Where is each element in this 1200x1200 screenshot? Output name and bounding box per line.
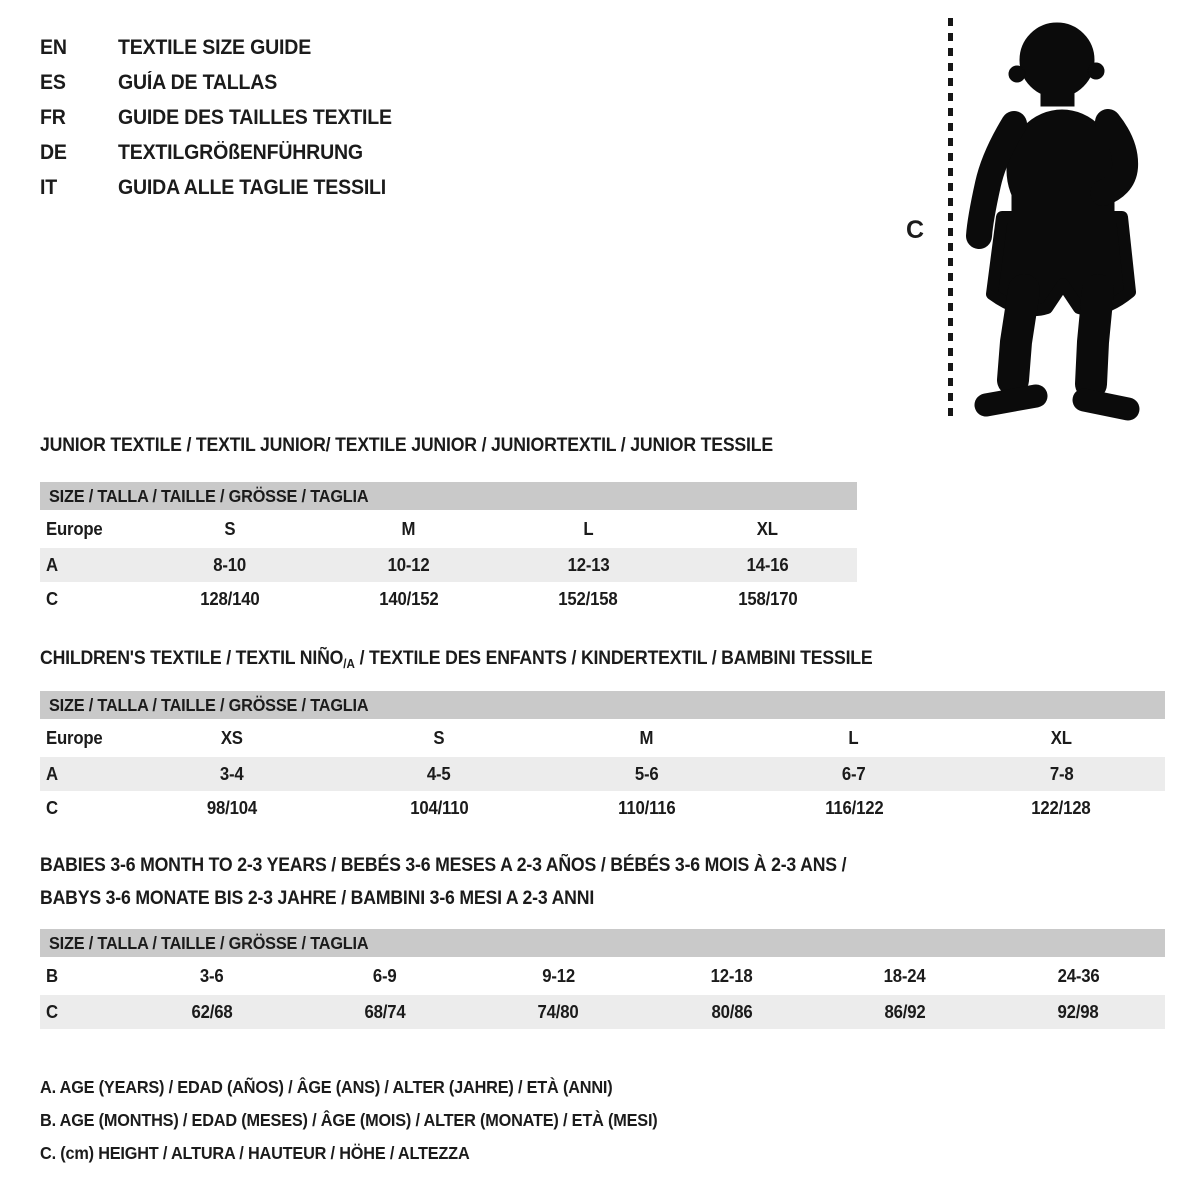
cell-text: 152/158	[558, 588, 618, 609]
cell-text: 128/140	[200, 588, 260, 609]
language-title-list	[40, 30, 412, 205]
table-cell	[750, 757, 957, 791]
lang-code	[40, 176, 118, 200]
cell-text: 7-8	[1049, 763, 1074, 784]
cell-text: 86/92	[884, 1001, 926, 1022]
row-label-text: Europe	[46, 727, 103, 748]
cell-text: 3-4	[219, 763, 244, 784]
cell-text: 104/110	[409, 797, 469, 818]
table-cell	[499, 510, 678, 548]
cell-text: 9-12	[541, 965, 575, 986]
table-cell	[140, 510, 319, 548]
junior-section-title-text: JUNIOR TEXTILE / TEXTIL JUNIOR/ TEXTILE JUNIOR / JUNIORTEXTIL / JUNIOR TESSILE	[40, 435, 773, 456]
legend-line-age-months	[40, 1110, 704, 1131]
table-cell	[958, 719, 1165, 757]
size-header-band	[40, 929, 1165, 957]
babies-section-title-line2-text: BABYS 3-6 MONATE BIS 2-3 JAHRE / BAMBINI 3-6 MESI A 2-3 ANNI	[40, 888, 595, 909]
table-cell	[543, 757, 750, 791]
junior-size-table	[40, 482, 857, 616]
row-label	[40, 791, 128, 825]
table-cell	[140, 582, 319, 616]
cell-text: 8-10	[213, 554, 247, 575]
table-cell	[958, 757, 1165, 791]
table-row	[40, 791, 1165, 825]
cell-text: 74/80	[537, 1001, 579, 1022]
cell-text: 158/170	[737, 588, 797, 609]
children-title-prefix: CHILDREN'S TEXTILE / TEXTIL NIÑO	[40, 648, 344, 669]
table-cell	[958, 791, 1165, 825]
guide-title-it: GUIDA ALLE TAGLIE TESSILI	[118, 175, 387, 199]
lang-code-text: ES	[40, 70, 66, 94]
table-row	[40, 548, 857, 582]
row-label	[40, 582, 140, 616]
table-row	[40, 582, 857, 616]
table-cell	[472, 957, 645, 995]
row-label	[40, 719, 128, 757]
lang-code-text: FR	[40, 105, 66, 129]
lang-code	[40, 71, 118, 95]
children-title-subscript: /A	[343, 657, 355, 671]
cell-text: L	[583, 518, 594, 539]
size-header-band-text: SIZE / TALLA / TAILLE / GRÖSSE / TAGLIA	[49, 932, 369, 953]
table-cell	[128, 757, 335, 791]
legend-line-height-cm-text: C. (cm) HEIGHT / ALTURA / HAUTEUR / HÖHE / ALTEZZA	[40, 1143, 470, 1163]
table-cell	[319, 582, 498, 616]
table-cell	[499, 582, 678, 616]
table-cell	[543, 791, 750, 825]
cell-text: 24-36	[1057, 965, 1100, 986]
table-cell	[125, 957, 298, 995]
table-cell	[543, 719, 750, 757]
row-label	[40, 510, 140, 548]
guide-title-es: GUÍA DE TALLAS	[118, 70, 278, 94]
lang-code-text: EN	[40, 35, 67, 59]
legend-line-age-months-text: B. AGE (MONTHS) / EDAD (MESES) / ÂGE (MOIS) / ALTER (MONATE) / ETÀ (MESI)	[40, 1110, 658, 1130]
junior-section-title	[40, 435, 828, 457]
babies-section-title-line2	[40, 888, 636, 910]
cell-text: S	[224, 518, 236, 539]
table-cell	[472, 995, 645, 1029]
table-cell	[125, 995, 298, 1029]
cell-text: 18-24	[884, 965, 926, 986]
row-label-text: C	[46, 1001, 58, 1022]
table-cell	[678, 548, 857, 582]
cell-text: 10-12	[387, 554, 430, 575]
lang-row-fr	[40, 100, 412, 135]
cell-text: 62/68	[191, 1001, 233, 1022]
size-header-band-text: SIZE / TALLA / TAILLE / GRÖSSE / TAGLIA	[49, 694, 369, 715]
cell-text: 116/122	[824, 797, 884, 818]
cell-text: 6-7	[842, 763, 866, 784]
table-row	[40, 719, 1165, 757]
lang-row-en	[40, 30, 412, 65]
children-section-title-text	[40, 648, 873, 671]
row-label	[40, 995, 125, 1029]
cell-text: 122/128	[1031, 797, 1091, 818]
cell-text: 12-13	[567, 554, 610, 575]
table-cell	[645, 957, 818, 995]
table-cell	[335, 757, 542, 791]
table-cell	[335, 791, 542, 825]
lang-code-text: IT	[40, 175, 57, 199]
table-cell	[140, 548, 319, 582]
table-cell	[645, 995, 818, 1029]
table-cell	[992, 995, 1165, 1029]
table-cell	[128, 791, 335, 825]
lang-code	[40, 141, 118, 165]
cell-text: L	[848, 727, 859, 748]
babies-section-title-line1	[40, 855, 907, 877]
guide-title-de: TEXTILGRÖßENFÜHRUNG	[118, 140, 363, 164]
cell-text: 4-5	[427, 763, 451, 784]
cell-text: 14-16	[746, 554, 789, 575]
legend-line-age-years	[40, 1077, 656, 1098]
height-measure-label: C	[906, 216, 925, 244]
cell-text: XL	[756, 518, 778, 539]
row-label	[40, 957, 125, 995]
cell-text: M	[401, 518, 416, 539]
size-header-band	[40, 691, 1165, 719]
size-header-band	[40, 482, 857, 510]
cell-text: 110/116	[617, 797, 676, 818]
cell-text: 5-6	[634, 763, 659, 784]
table-cell	[818, 995, 991, 1029]
size-header-band-text: SIZE / TALLA / TAILLE / GRÖSSE / TAGLIA	[49, 485, 369, 506]
height-measure-line	[948, 18, 953, 416]
table-cell	[298, 995, 471, 1029]
row-label	[40, 757, 128, 791]
cell-text: M	[639, 727, 654, 748]
table-cell	[750, 719, 957, 757]
cell-text: 80/86	[711, 1001, 753, 1022]
legend-line-age-years-text: A. AGE (YEARS) / EDAD (AÑOS) / ÂGE (ANS) / ALTER (JAHRE) / ETÀ (ANNI)	[40, 1077, 613, 1097]
row-label-text: A	[46, 763, 58, 784]
lang-code	[40, 106, 118, 130]
cell-text: 140/152	[379, 588, 439, 609]
cell-text: XL	[1050, 727, 1072, 748]
cell-text: XS	[220, 727, 243, 748]
table-cell	[678, 510, 857, 548]
children-section-title	[40, 648, 935, 671]
row-label-text: C	[46, 588, 58, 609]
table-cell	[319, 548, 498, 582]
toddler-silhouette-icon	[962, 12, 1144, 424]
cell-text: S	[433, 727, 445, 748]
table-cell	[319, 510, 498, 548]
row-label-text: A	[46, 554, 58, 575]
lang-code	[40, 36, 118, 60]
table-cell	[750, 791, 957, 825]
babies-section-title-line1-text: BABIES 3-6 MONTH TO 2-3 YEARS / BEBÉS 3-6 MESES A 2-3 AÑOS / BÉBÉS 3-6 MOIS À 2-3 ANS /	[40, 855, 847, 876]
table-row	[40, 995, 1165, 1029]
children-title-suffix: / TEXTILE DES ENFANTS / KINDERTEXTIL / BAMBINI TESSILE	[354, 648, 873, 669]
lang-row-it	[40, 170, 412, 205]
table-cell	[128, 719, 335, 757]
row-label-text: B	[46, 965, 58, 986]
table-row	[40, 957, 1165, 995]
legend-line-height-cm	[40, 1143, 502, 1164]
cell-text: 68/74	[364, 1001, 406, 1022]
babies-size-table	[40, 929, 1165, 1029]
table-row	[40, 510, 857, 548]
cell-text: 92/98	[1057, 1001, 1099, 1022]
cell-text: 98/104	[206, 797, 257, 818]
cell-text: 3-6	[199, 965, 224, 986]
table-cell	[992, 957, 1165, 995]
table-cell	[335, 719, 542, 757]
lang-code-text: DE	[40, 140, 67, 164]
table-cell	[818, 957, 991, 995]
lang-row-es	[40, 65, 412, 100]
guide-title-fr: GUIDE DES TAILLES TEXTILE	[118, 105, 392, 129]
table-row	[40, 757, 1165, 791]
children-size-table	[40, 691, 1165, 825]
cell-text: 12-18	[710, 965, 753, 986]
table-cell	[298, 957, 471, 995]
table-cell	[499, 548, 678, 582]
row-label	[40, 548, 140, 582]
cell-text: 6-9	[373, 965, 397, 986]
table-cell	[678, 582, 857, 616]
row-label-text: Europe	[46, 518, 103, 539]
guide-title-en: TEXTILE SIZE GUIDE	[118, 35, 312, 59]
row-label-text: C	[46, 797, 58, 818]
lang-row-de	[40, 135, 412, 170]
